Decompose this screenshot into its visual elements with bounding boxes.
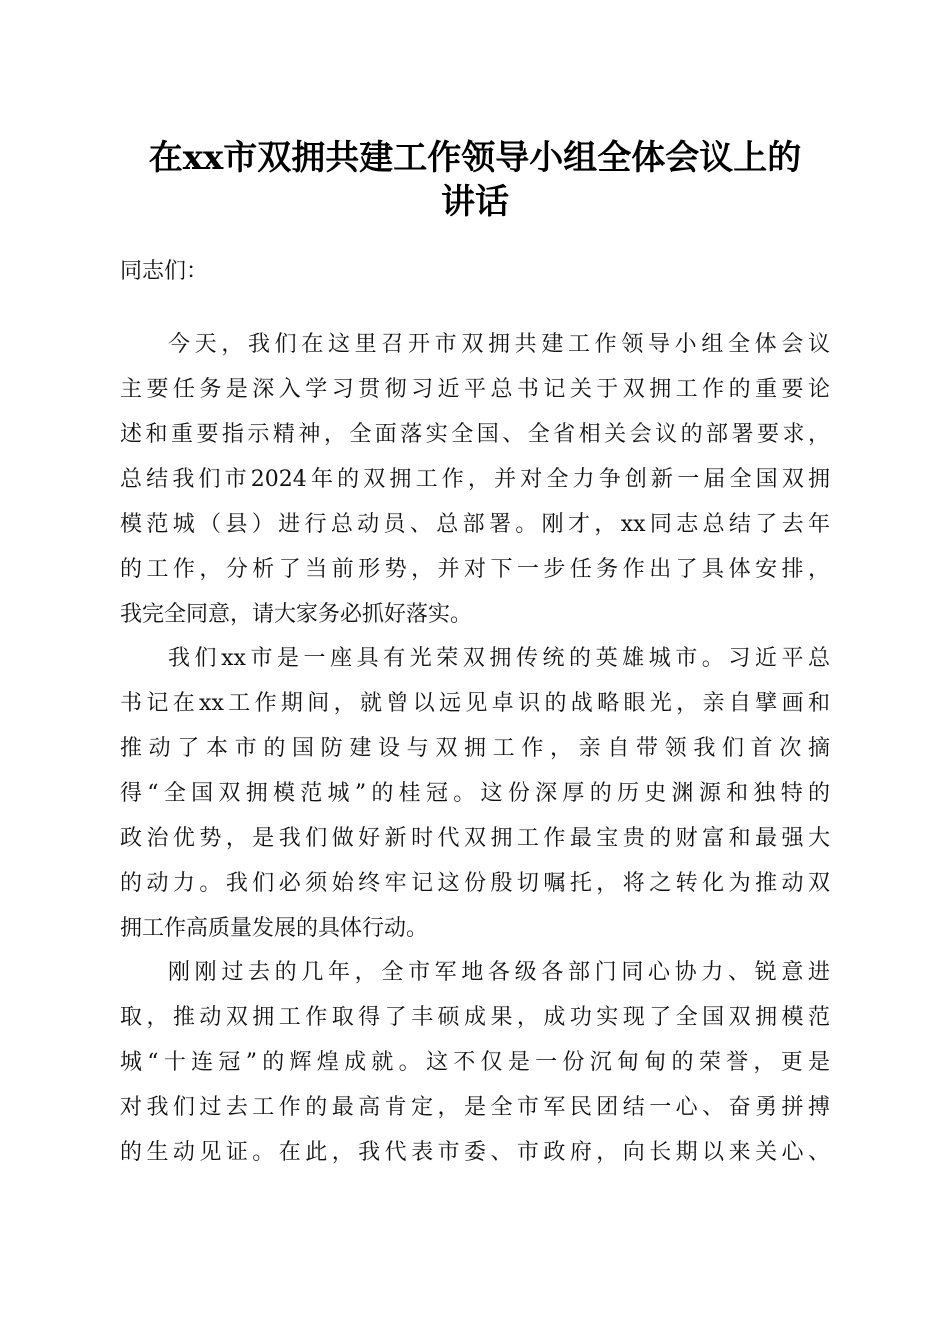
paragraph-line: 刚刚过去的几年，全市军地各级各部门同心协力、锐意进 <box>168 960 830 985</box>
paragraph-line: 书记在xx工作期间，就曾以远见卓识的战略眼光，亲自擘画和 <box>120 691 830 716</box>
document-title <box>110 136 840 224</box>
paragraph-line: 拥工作高质量发展的具体行动。 <box>120 916 429 941</box>
paragraph-line: 主要任务是深入学习贯彻习近平总书记关于双拥工作的重要论 <box>120 377 830 402</box>
paragraph-line: 的生动见证。在此，我代表市委、市政府，向长期以来关心、 <box>120 1140 830 1165</box>
paragraph-line: 的动力。我们必须始终牢记这份殷切嘱托，将之转化为推动双 <box>120 871 830 896</box>
paragraph-line: 总结我们市2024年的双拥工作，并对全力争创新一届全国双拥 <box>120 467 830 492</box>
paragraph-2 <box>120 636 830 951</box>
title-line-2: 讲话 <box>441 182 509 222</box>
paragraph-line: 的工作，分析了当前形势，并对下一步任务作出了具体安排， <box>120 557 830 582</box>
paragraph-3 <box>120 950 830 1175</box>
paragraph-line: 模范城（县）进行总动员、总部署。刚才，xx同志总结了去年 <box>120 512 830 537</box>
paragraph-line: 城“十连冠”的辉煌成就。这不仅是一份沉甸甸的荣誉，更是 <box>120 1050 830 1075</box>
paragraph-line: 推动了本市的国防建设与双拥工作，亲自带领我们首次摘 <box>120 736 830 761</box>
greeting: 同志们： <box>120 259 209 284</box>
title-line-1: 在xx市双拥共建工作领导小组全体会议上的 <box>148 138 802 178</box>
paragraph-line: 政治优势，是我们做好新时代双拥工作最宝贵的财富和最强大 <box>120 826 830 851</box>
paragraph-line: 对我们过去工作的最高肯定，是全市军民团结一心、奋勇拼搏 <box>120 1095 830 1120</box>
paragraph-line: 我们xx市是一座具有光荣双拥传统的英雄城市。习近平总 <box>168 646 830 671</box>
paragraph-line: 得“全国双拥模范城”的桂冠。这份深厚的历史渊源和独特的 <box>120 781 830 806</box>
paragraph-line: 述和重要指示精神，全面落实全国、全省相关会议的部署要求， <box>120 422 830 447</box>
paragraph-1 <box>120 322 830 637</box>
paragraph-line: 今天，我们在这里召开市双拥共建工作领导小组全体会议 <box>168 332 830 357</box>
paragraph-line: 取，推动双拥工作取得了丰硕成果，成功实现了全国双拥模范 <box>120 1005 830 1030</box>
paragraph-line: 我完全同意，请大家务必抓好落实。 <box>120 602 473 627</box>
